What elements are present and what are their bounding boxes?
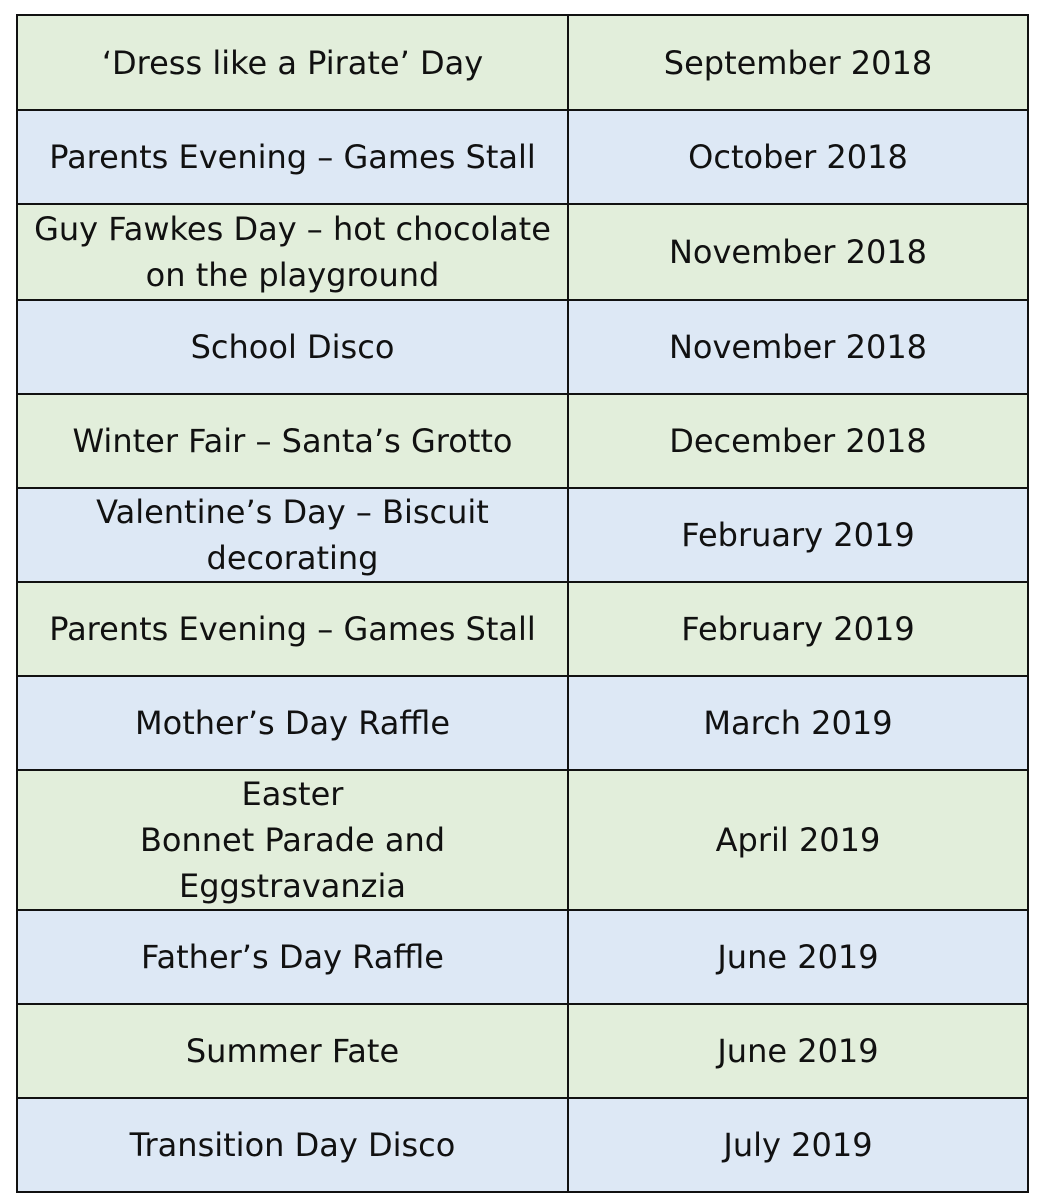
event-name-line: decorating bbox=[206, 539, 379, 577]
event-name-cell bbox=[17, 1098, 568, 1192]
event-date-cell: November 2018 bbox=[568, 204, 1028, 300]
event-name-line: on the playground bbox=[145, 256, 440, 294]
event-name-cell bbox=[17, 770, 568, 910]
event-name-cell bbox=[17, 1004, 568, 1098]
event-date-cell: February 2019 bbox=[568, 488, 1028, 582]
event-name-cell bbox=[17, 676, 568, 770]
event-name-cell bbox=[17, 582, 568, 676]
table-row bbox=[17, 488, 1028, 582]
event-name-line: Father’s Day Raffle bbox=[141, 938, 444, 976]
table-row bbox=[17, 204, 1028, 300]
table-row bbox=[17, 676, 1028, 770]
event-name-line: Bonnet Parade and Eggstravanzia bbox=[139, 821, 446, 905]
event-name-cell bbox=[17, 910, 568, 1004]
table-row bbox=[17, 910, 1028, 1004]
event-date-cell: April 2019 bbox=[568, 770, 1028, 910]
events-table-body bbox=[17, 15, 1028, 1192]
table-row bbox=[17, 770, 1028, 910]
event-date-cell: October 2018 bbox=[568, 110, 1028, 204]
event-name-line: Transition Day Disco bbox=[129, 1126, 456, 1164]
event-name-line: Easter bbox=[241, 775, 344, 813]
event-name-line: Parents Evening – Games Stall bbox=[49, 610, 536, 648]
event-date-cell: September 2018 bbox=[568, 15, 1028, 110]
event-name-line: Guy Fawkes Day – hot chocolate bbox=[34, 210, 551, 248]
table-row bbox=[17, 582, 1028, 676]
event-name-cell bbox=[17, 15, 568, 110]
table-row bbox=[17, 1098, 1028, 1192]
event-name-line: School Disco bbox=[190, 328, 395, 366]
event-date-cell: June 2019 bbox=[568, 910, 1028, 1004]
event-name-line: Winter Fair – Santa’s Grotto bbox=[72, 422, 513, 460]
event-name-line: Parents Evening – Games Stall bbox=[49, 138, 536, 176]
table-row bbox=[17, 394, 1028, 488]
event-name-line: Summer Fate bbox=[185, 1032, 400, 1070]
event-name-cell bbox=[17, 300, 568, 394]
event-date-cell: July 2019 bbox=[568, 1098, 1028, 1192]
event-date-cell: December 2018 bbox=[568, 394, 1028, 488]
table-row bbox=[17, 1004, 1028, 1098]
event-date-cell: March 2019 bbox=[568, 676, 1028, 770]
event-name-line: Valentine’s Day – Biscuit bbox=[96, 493, 489, 531]
event-date-cell: June 2019 bbox=[568, 1004, 1028, 1098]
events-table bbox=[16, 14, 1029, 1193]
table-row bbox=[17, 110, 1028, 204]
table-row bbox=[17, 15, 1028, 110]
event-name-cell bbox=[17, 394, 568, 488]
event-name-cell bbox=[17, 488, 568, 582]
event-date-cell: February 2019 bbox=[568, 582, 1028, 676]
event-name-line: Mother’s Day Raffle bbox=[135, 704, 450, 742]
event-date-cell: November 2018 bbox=[568, 300, 1028, 394]
event-name-line: ‘Dress like a Pirate’ Day bbox=[101, 43, 484, 82]
event-name-cell bbox=[17, 204, 568, 300]
event-name-cell bbox=[17, 110, 568, 204]
table-row bbox=[17, 300, 1028, 394]
